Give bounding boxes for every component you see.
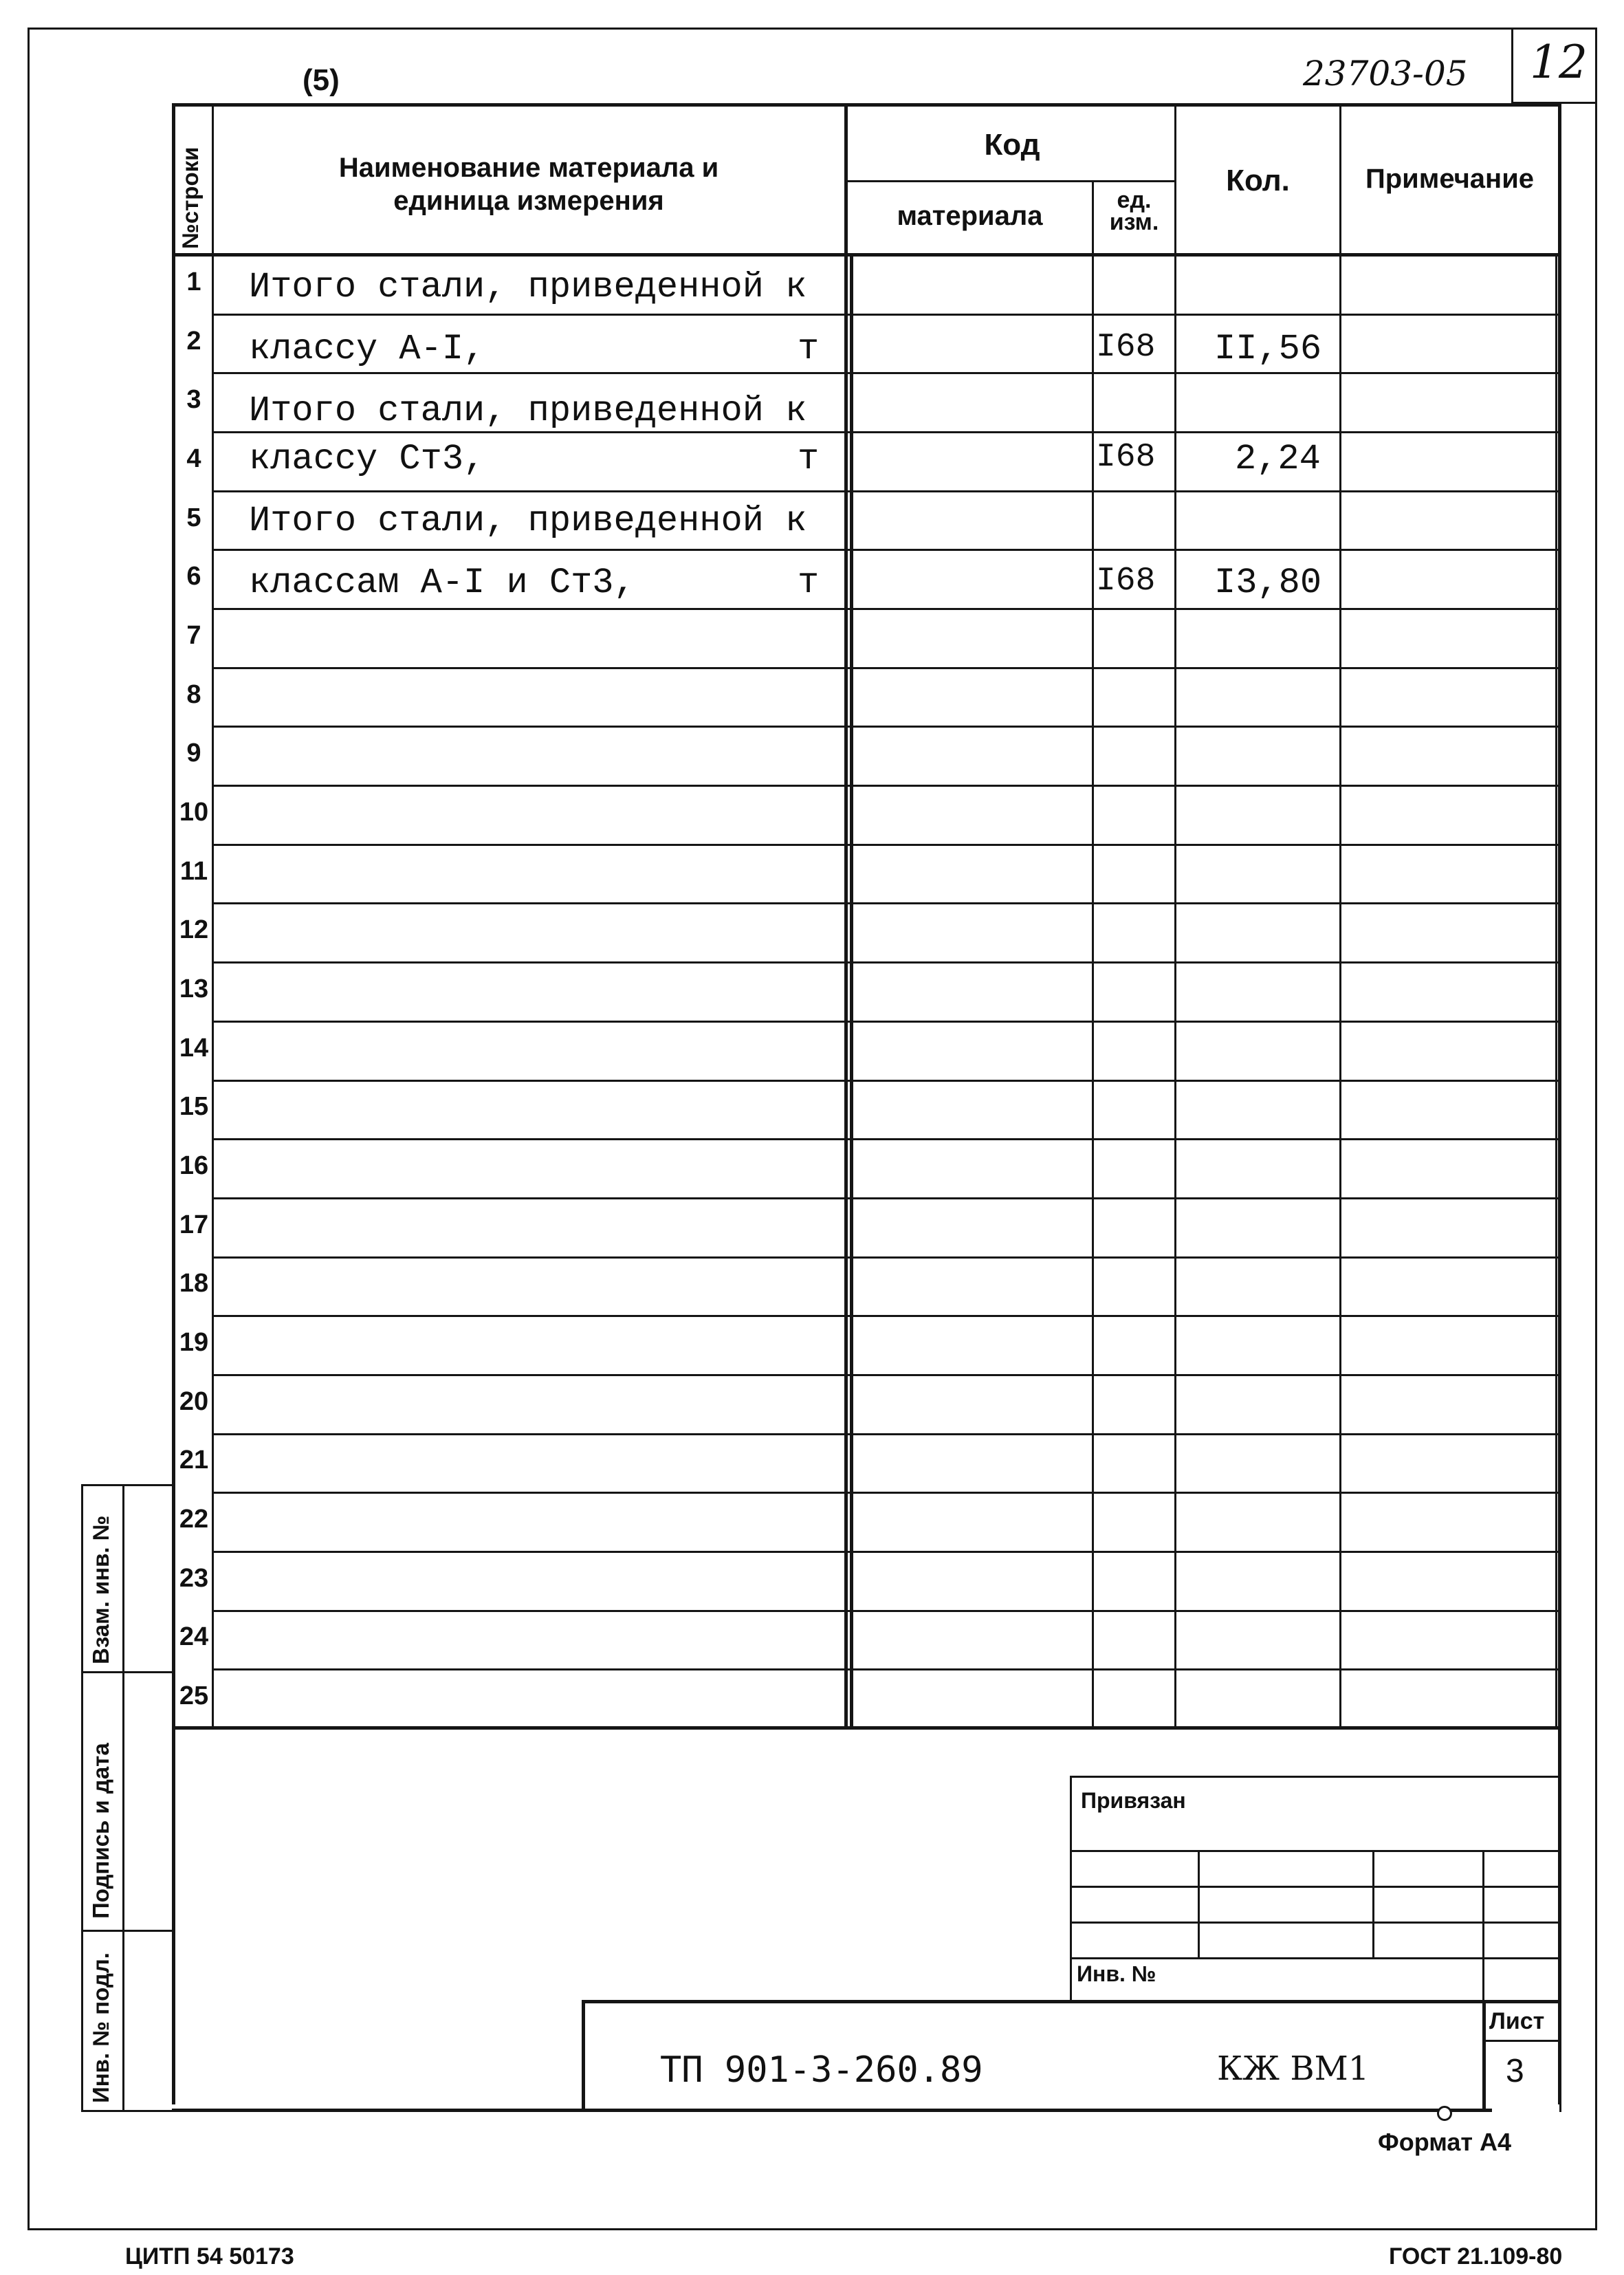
format-circle-mark: [1437, 2106, 1452, 2121]
row-4-kol: 2,24: [1235, 439, 1321, 479]
publisher-code: ЦИТП 54 50173: [125, 2243, 294, 2269]
row-number: 9: [186, 739, 201, 768]
row-line: [212, 961, 1558, 964]
row-line: [212, 608, 1558, 610]
row-line: [212, 1138, 1558, 1140]
sheet-bottom-line: [172, 2109, 1492, 2112]
row-number: 10: [179, 798, 209, 827]
row-number: 18: [179, 1269, 209, 1298]
frame-right: [1595, 28, 1597, 2228]
row-number: 2: [186, 327, 201, 356]
table-left: [172, 103, 175, 2104]
col-sep-right-inner: [1555, 253, 1557, 1728]
row-line: [212, 667, 1558, 669]
col-header-material: материала: [897, 201, 1043, 231]
col-header-nstroki: №строки: [177, 146, 203, 249]
row-number: 13: [179, 975, 209, 1003]
row-2-kol: II,56: [1214, 329, 1322, 369]
row-4-unit: т: [798, 439, 820, 479]
row-number: 17: [179, 1210, 209, 1239]
row-line: [212, 1433, 1558, 1435]
table-top: [172, 103, 1561, 107]
tb-vsep-2: [1372, 1850, 1374, 1957]
tb-code-left: [582, 2000, 585, 2112]
row-number: 21: [179, 1446, 209, 1474]
row-number: 20: [179, 1387, 209, 1416]
tb-line-1: [1070, 1850, 1561, 1852]
page-number: 12: [1530, 36, 1588, 89]
row-line: [212, 1315, 1558, 1317]
row-number: 3: [186, 385, 201, 414]
row-line: [212, 726, 1558, 728]
row-line: [212, 372, 1558, 374]
row-6-ed: I68: [1096, 563, 1156, 600]
col-sep-name-double: [850, 253, 853, 1728]
tb-line-3: [1070, 1922, 1561, 1924]
tb-vsep-1: [1198, 1850, 1200, 1957]
col-sep-name: [844, 103, 848, 1728]
col-header-prim: Примечание: [1365, 164, 1535, 194]
tb-line-4: [1070, 1957, 1561, 1959]
side-stamp-bottom: [81, 2110, 174, 2112]
side-stamp-mid: [122, 1484, 124, 2111]
tb-vsep-3: [1482, 1850, 1484, 2003]
side-stamp-sep1: [81, 1671, 174, 1673]
row-number: 22: [179, 1505, 209, 1534]
row-line: [212, 785, 1558, 787]
col-sep-material: [1092, 180, 1094, 1728]
col-header-kod: Код: [984, 128, 1040, 162]
row-number: 16: [179, 1151, 209, 1180]
side-stamp-podpis: Подпись и дата: [88, 1743, 113, 1919]
side-stamp-left: [81, 1484, 83, 2111]
row-number: 14: [179, 1034, 209, 1063]
row-line: [212, 1374, 1558, 1376]
kod-split-line: [848, 180, 1176, 182]
row-line: [212, 844, 1558, 846]
row-line: [212, 1256, 1558, 1259]
row-line: [212, 549, 1558, 551]
tb-list-value: 3: [1506, 2053, 1524, 2089]
tb-inv-no: Инв. №: [1077, 1961, 1156, 1986]
row-number: 12: [179, 915, 209, 944]
col-sep-kol: [1339, 103, 1341, 1728]
row-number: 25: [179, 1681, 209, 1710]
row-number: 8: [186, 680, 201, 709]
row-number: 6: [186, 562, 201, 591]
col-header-ed-2: изм.: [1109, 209, 1159, 235]
row-1-name: Итого стали, приведенной к: [249, 267, 807, 307]
tb-list-label: Лист: [1489, 2008, 1545, 2034]
row-line: [212, 314, 1558, 316]
row-4-name: классу Ст3,: [249, 439, 485, 479]
tb-left: [1070, 1776, 1072, 2003]
tb-list-sep: [1482, 2040, 1561, 2042]
row-number: 7: [186, 621, 201, 650]
side-stamp-vzam: Взам. инв. №: [88, 1515, 113, 1664]
row-3-name: Итого стали, приведенной к: [249, 391, 807, 431]
row-2-name: классу А-I,: [249, 329, 485, 369]
row-line: [212, 1080, 1558, 1082]
row-number: 15: [179, 1092, 209, 1121]
row-line: [212, 1668, 1558, 1670]
document-number: 23703-05: [1303, 54, 1468, 94]
tb-doc-code: ТП 901-3-260.89: [660, 2049, 983, 2091]
tb-top: [1070, 1776, 1561, 1778]
tb-list-right: [1559, 2000, 1561, 2112]
row-number: 23: [179, 1564, 209, 1593]
row-6-name: классам А-I и Ст3,: [249, 563, 635, 603]
row-4-ed: I68: [1096, 439, 1156, 476]
tb-privyazan: Привязан: [1081, 1788, 1186, 1813]
row-2-ed: I68: [1096, 329, 1156, 366]
gost-code: ГОСТ 21.109-80: [1389, 2243, 1563, 2269]
table-right: [1558, 103, 1561, 2104]
tb-line-2: [1070, 1886, 1561, 1888]
frame-left: [28, 28, 30, 2228]
section-marker: (5): [303, 63, 340, 97]
row-line: [212, 431, 1558, 433]
row-5-name: Итого стали, приведенной к: [249, 501, 807, 541]
tb-code-top: [582, 2000, 1561, 2003]
header-bottom: [172, 253, 1561, 257]
row-number: 1: [186, 268, 201, 296]
frame-bottom: [28, 2228, 1597, 2230]
data-bottom: [172, 1726, 1561, 1730]
format-label: Формат А4: [1378, 2128, 1512, 2156]
row-line: [212, 1551, 1558, 1553]
col-header-name-1: Наименование материала и: [338, 153, 719, 183]
page-number-box-left: [1511, 28, 1513, 102]
col-sep-ed: [1174, 103, 1176, 1728]
col-header-kol: Кол.: [1226, 164, 1290, 197]
row-line: [212, 1610, 1558, 1612]
frame-top: [28, 28, 1595, 30]
row-line: [212, 1492, 1558, 1494]
col-header-name-2: единица измерения: [393, 186, 664, 216]
col-sep-nstroki: [212, 103, 214, 1726]
row-number: 4: [186, 444, 201, 473]
side-stamp-inv-podl: Инв. № подл.: [88, 1952, 113, 2103]
row-line: [212, 490, 1558, 492]
row-2-unit: т: [798, 329, 820, 369]
col-header-ed-1: ед.: [1117, 187, 1152, 213]
row-line: [212, 902, 1558, 904]
row-line: [212, 1021, 1558, 1023]
side-stamp-sep2: [81, 1930, 174, 1932]
tb-list-left: [1482, 2000, 1486, 2112]
row-number: 24: [179, 1622, 209, 1651]
row-6-unit: т: [798, 563, 820, 603]
row-number: 5: [186, 503, 201, 532]
row-line: [212, 1197, 1558, 1199]
tb-doc-mark: КЖ ВМ1: [1217, 2049, 1370, 2088]
row-number: 19: [179, 1328, 209, 1357]
row-6-kol: I3,80: [1214, 563, 1322, 603]
side-stamp-top: [81, 1484, 174, 1486]
row-number: 11: [179, 857, 208, 886]
